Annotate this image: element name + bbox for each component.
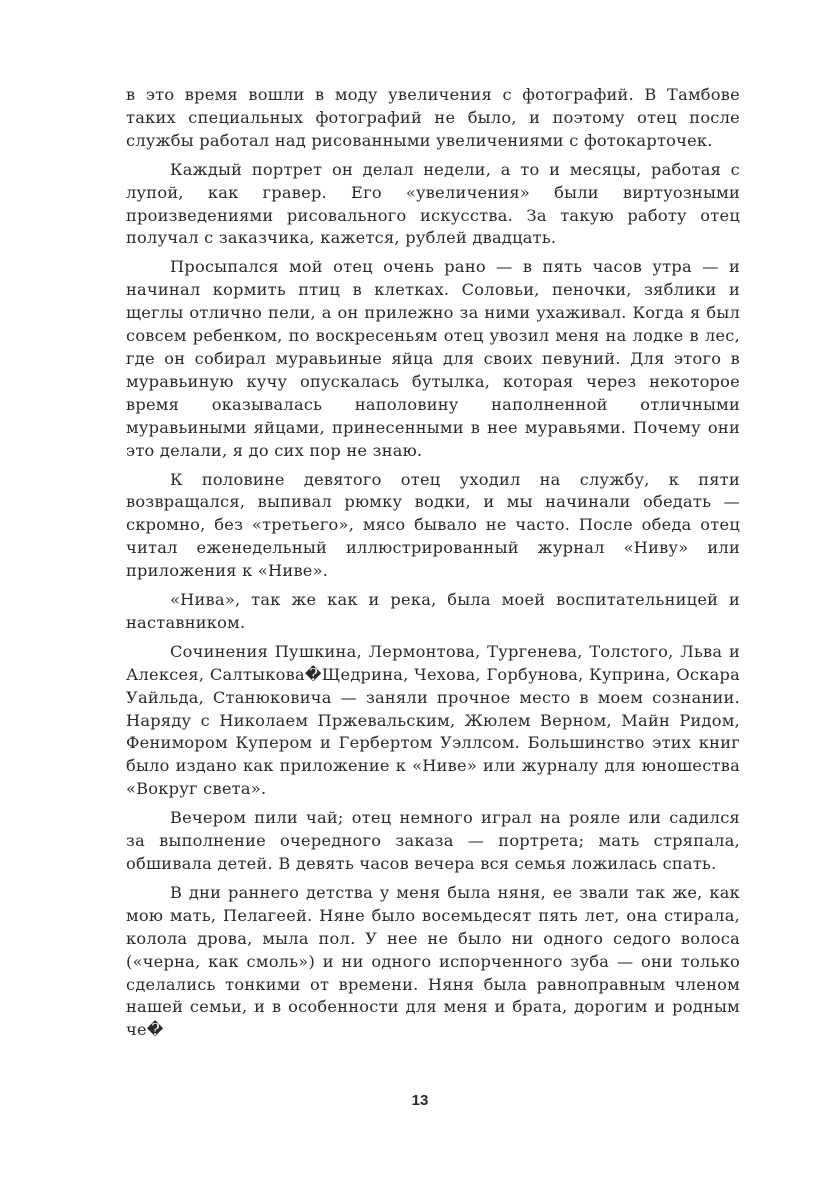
page-number: 13 — [411, 1092, 429, 1109]
paragraph-1: в это время вошли в моду увеличения с фотографий. В Тамбове таких специальных фотографий не было, и поэтому отец после службы работал над рисованными увеличениями с фотокарточек. — [126, 85, 740, 150]
paragraph-5: «Нива», так же как и река, была моей воспитательницей и наставником. — [126, 590, 740, 632]
paragraph-7: Вечером пили чай; отец немного играл на рояле или садился за выполнение очередного заказа — портрета; мать стряпала, обшивала детей. В девять часов вечера вся семья ложилась спать. — [126, 808, 740, 873]
paragraph-4: К половине девятого отец уходил на службу, к пяти возвращался, выпивал рюмку водки, и мы начинали обедать — скромно, без «третьего», мясо бывало не часто. После обеда отец читал еженедельный иллюстрированный журнал «Ниву» или приложения к «Ниве». — [126, 469, 740, 581]
paragraph-3: Просыпался мой отец очень рано — в пять часов утра — и начинал кормить птиц в клетках. Соловьи, пеночки, зяблики и щеглы отлично пели, а он прилежно за ними ухаживал. Когда я был совсем ребенком, по воскресеньям отец увозил меня на лодке в лес, где он собирал муравьиные яйца для своих певуний. Для этого в муравьиную кучу опускалась бутылка, которая через некоторое время оказывалась наполовину наполненной отличными муравьиными яйцами, принесенными в нее муравьями. Почему они это делали, я до сих пор не знаю. — [126, 257, 740, 460]
paragraph-2: Каждый портрет он делал недели, а то и месяцы, работая с лупой, как гравер. Его «увеличения» были виртуозными произведениями рисовального искусства. За такую работу отец получал с заказчика, кажется, рублей двадцать. — [126, 159, 740, 248]
paragraph-6: Сочинения Пушкина, Лермонтова, Тургенева, Толстого, Льва и Алексея, Салтыкова�Щедрина, Чехова, Горбунова, Куприна, Оскара Уайльда, Станюковича — заняли прочное место в моем сознании. Наряду с Николаем Пржевальским, Жюлем Верном, Майн Ридом, Фенимором Купером и Гербертом Уэллсом. Большинство этих книг было издано как приложение к «Ниве» или журналу для юношества «Вокруг света». — [126, 641, 740, 799]
body-text — [126, 84, 740, 1048]
paragraph-8: В дни раннего детства у меня была няня, ее звали так же, как мою мать, Пелагеей. Няне было восемьдесят пять лет, она стирала, колола дрова, мыла пол. У нее не было ни одного седого волоса («черна, как смоль») и ни одного испорченного зуба — они только сделались тонкими от времени. Няня была равноправным членом нашей семьи, и в особенности для меня и брата, дорогим и родным че� — [126, 882, 740, 1040]
